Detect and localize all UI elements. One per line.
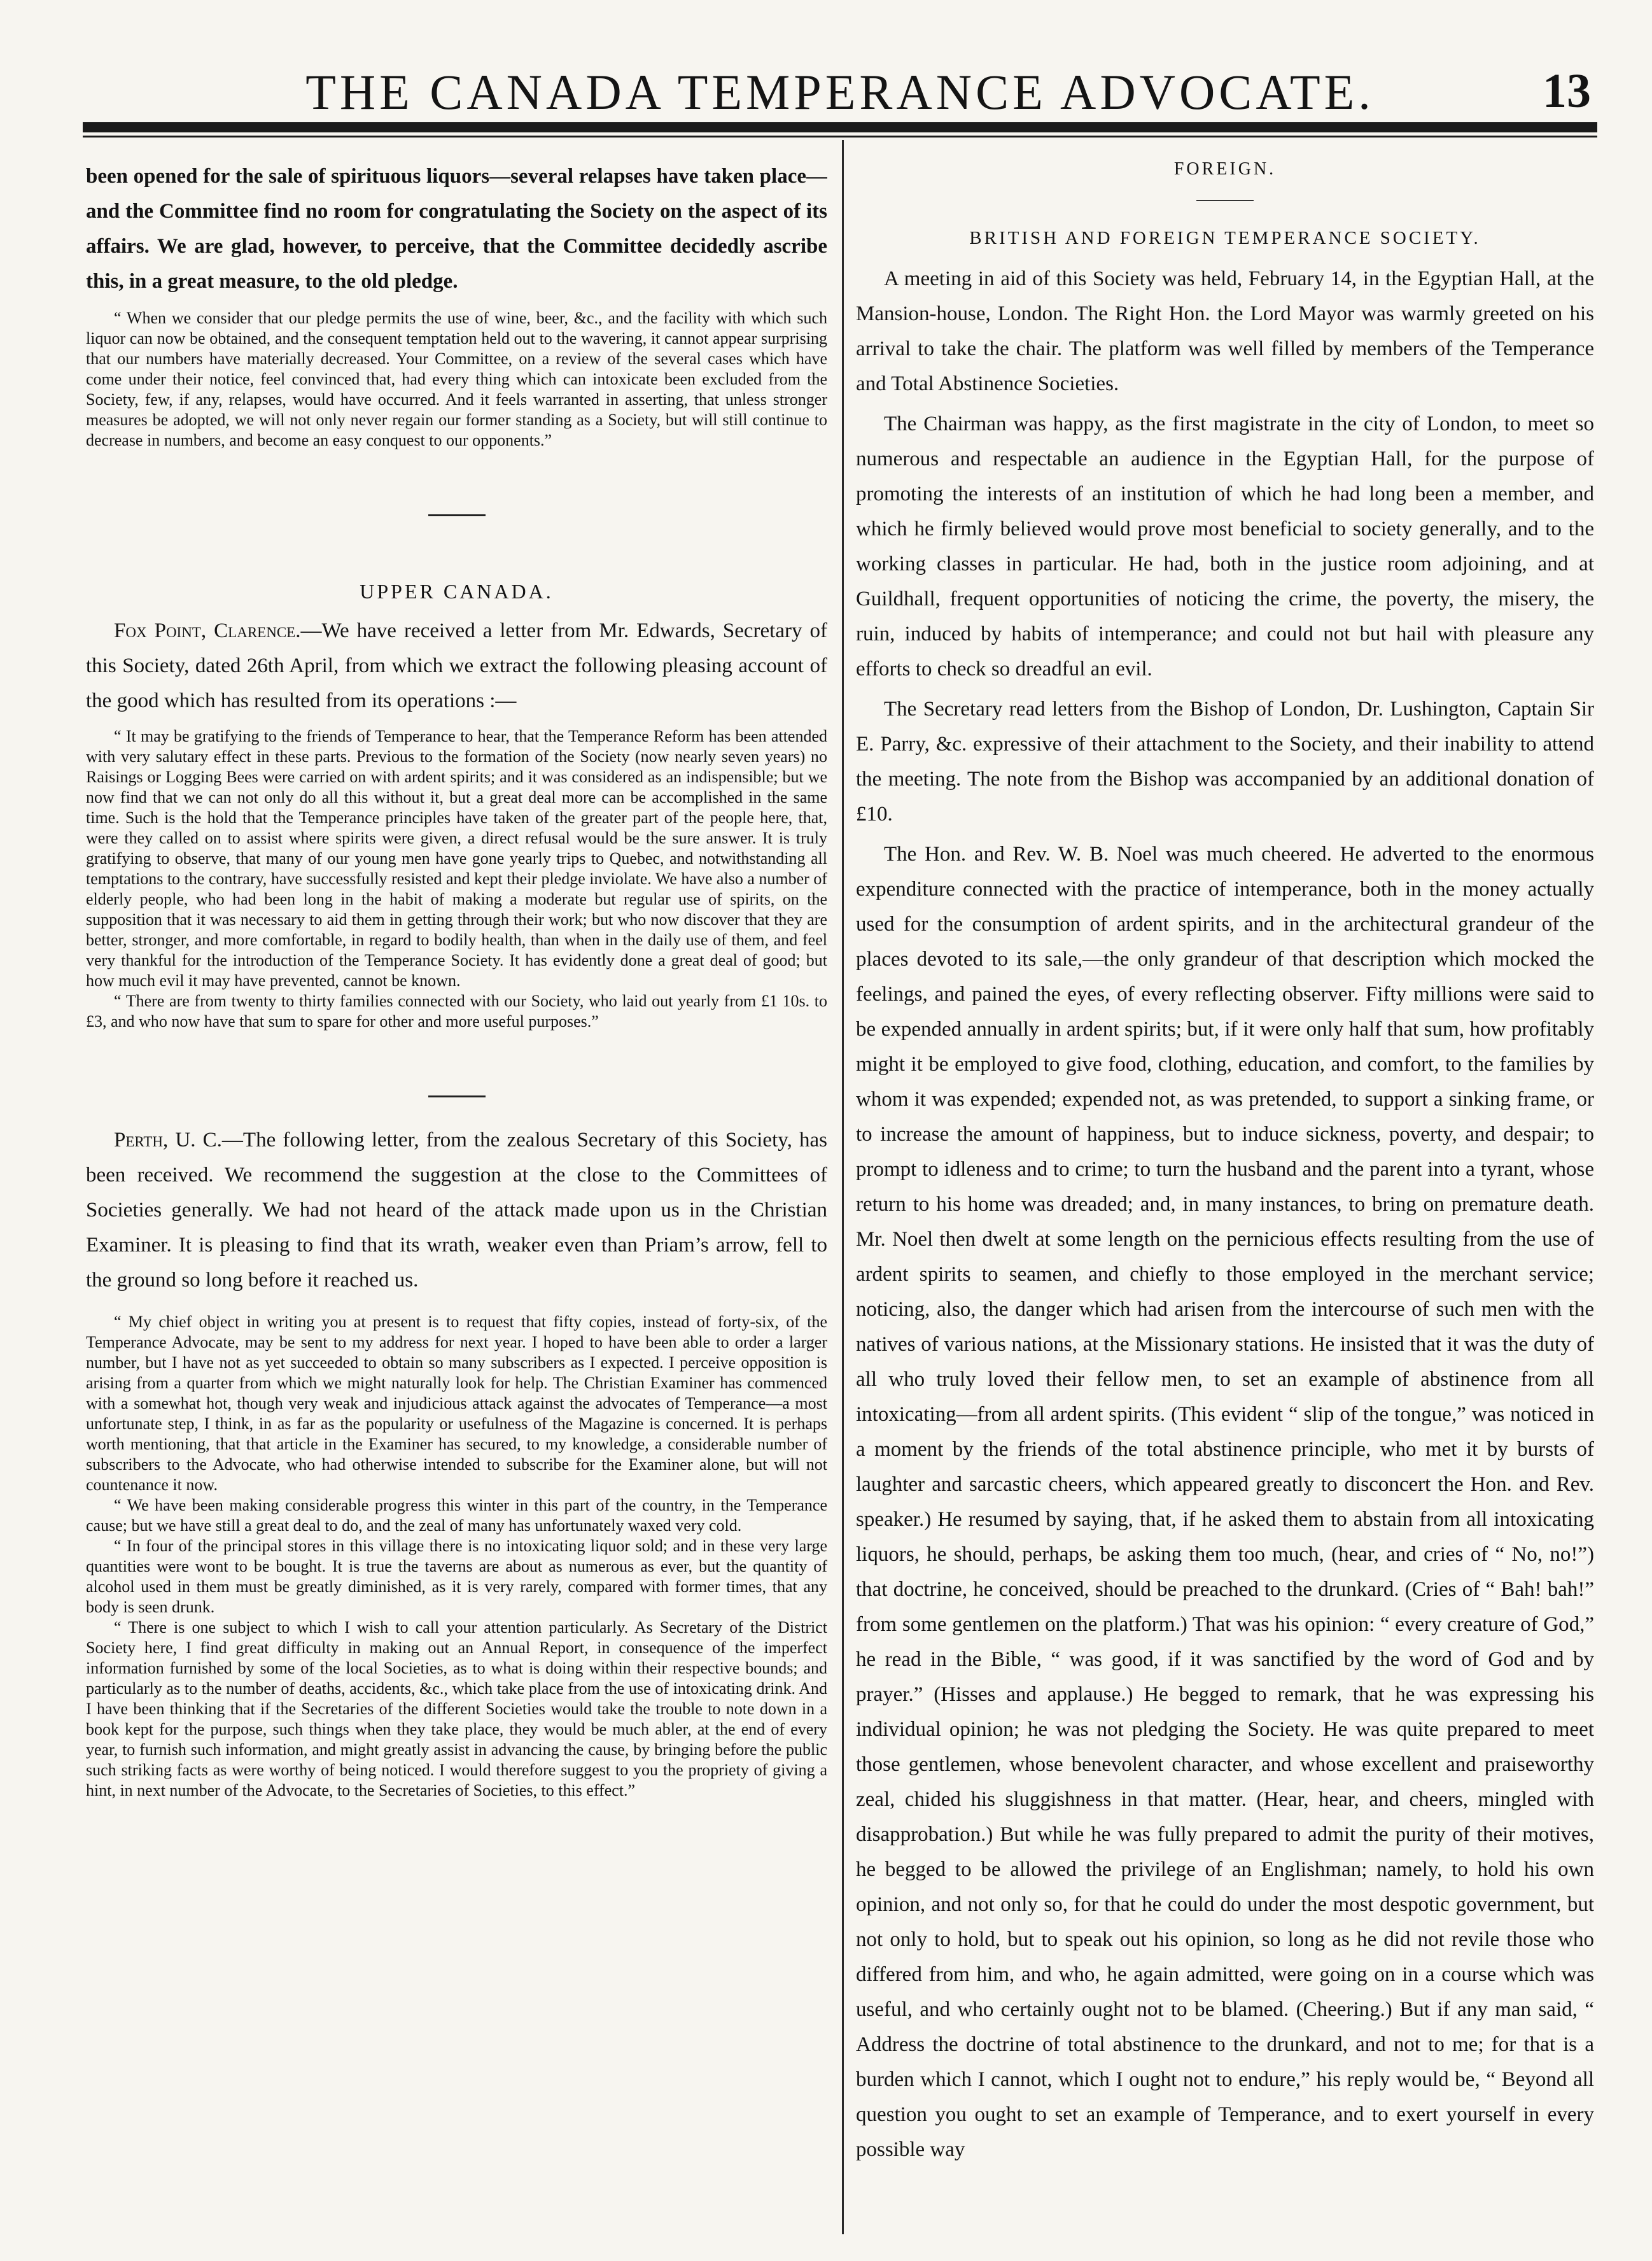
society-heading: BRITISH AND FOREIGN TEMPERANCE SOCIETY. [969, 228, 1481, 248]
continued-paragraph: been opened for the sale of spirituous liquors—several relapses have taken place—and the Committee find no room for congratulating the Society on the aspect of its affairs. We are glad, however, to perceive, that the Committee decidedly ascribe this, in a great measure, to the old pledge. [86, 165, 827, 293]
section-rule [1196, 200, 1254, 201]
perth-dateline: Perth, U. C. [114, 1129, 222, 1152]
chairman-paragraph: The Chairman was happy, as the first magistrate in the city of London, to meet so numerous and respectable an audience in the Egyptian Hall, for the purpose of promoting the interests of an institution of which he had long been a member, and which he firmly believed would prove most beneficial to society generally, and to the working classes in particular. He had, both in the justice room adjoining, and at Guildhall, frequent opportunities of noticing the crime, the poverty, the misery, the ruin, induced by habits of intemperance; and could not but hail with pleasure any efforts to check so dreadful an evil. [856, 412, 1594, 680]
perth-quote-3: “ In four of the principal stores in this village there is no intoxicating liquor sold; and in these very large quantities were wont to be bought. It is true the taverns are about as numerous as ever, but the quantity of alcohol used in them must be greatly diminished, as it is very rarely, compared with former times, that any body is seen drunk. [86, 1537, 827, 1616]
right-column [856, 159, 1594, 2241]
fox-point-paragraph [86, 614, 827, 719]
page-number: 13 [1543, 64, 1591, 118]
header-rule-thin [83, 136, 1597, 137]
section-rule [428, 514, 486, 516]
fox-point-text: —We have received a letter from Mr. Edwards, Secretary of this Society, dated 26th April, from which we extract the following pleasing account of the good which has resulted from its operations :— [86, 619, 827, 712]
fox-point-dateline: Fox Point, Clarence. [114, 619, 301, 642]
upper-canada-heading: UPPER CANADA. [360, 580, 554, 603]
masthead-title: THE CANADA TEMPERANCE ADVOCATE. [305, 64, 1375, 120]
header-rule-thick [83, 122, 1597, 132]
meeting-paragraph: A meeting in aid of this Society was held, February 14, in the Egyptian Hall, at the Mansion-house, London. The Right Hon. the Lord Mayor was warmly greeted on his arrival to take the chair. The platform was well filled by members of the Temperance and Total Abstinence Societies. [856, 267, 1594, 395]
perth-quote-2: “ We have been making considerable progress this winter in this part of the country, in the Temperance cause; but we have still a great deal to do, and the zeal of many has unfortunately waxed very cold. [86, 1496, 827, 1535]
foreign-heading: FOREIGN. [1173, 159, 1277, 179]
noel-paragraph: The Hon. and Rev. W. B. Noel was much cheered. He adverted to the enormous expenditure connected with the practice of intemperance, both in the money actually used for the consumption of ardent spirits, and in the architectural grandeur of the places devoted to its sale,—the only grandeur of that description which mocked the feelings, and pained the eyes, of every reflecting observer. Fifty millions were said to be expended annually in ardent spirits; but, if it were only half that sum, how profitably might it be employed to give food, clothing, education, and comfort, to the families by whom it was expended; expended not, as was pretended, to support a sinking frame, or to increase the amount of happiness, but to induce sickness, poverty, and despair; to prompt to idleness and to crime; to turn the husband and the parent into a tyrant, whose return to his home was dreaded; and, in many instances, to bring on premature death. Mr. Noel then dwelt at some length on the pernicious effects resulting from the use of ardent spirits to seamen, and chiefly to those employed in the merchant service; noticing, also, the danger which had arisen from the intercourse of such men with the natives of various nations, at the Missionary stations. He insisted that it was the duty of all who truly loved their fellow men, to set an example of abstinence from all intoxicating—from all ardent spirits. (This evident “ slip of the tongue,” was noticed in a moment by the friends of the total abstinence principle, who met it by bursts of laughter and sarcastic cheers, which appeared greatly to disconcert the Hon. and Rev. speaker.) He resumed by saying, that, if he asked them to abstain from all intoxicating liquors, he should, perhaps, be asking them too much, (hear, and cries of “ No, no!”) that doctrine, he conceived, should be preached to the drunkard. (Cries of “ Bah! bah!” from some gentlemen on the platform.) That was his opinion: “ every creature of God,” he read in the Bible, “ was good, if it was sanctified by the word of God and by prayer.” (Hisses and applause.) He begged to remark, that he was expressing his individual opinion; he was not pledging the Society. He was quite prepared to meet those gentlemen, whose benevolent character, and whose excellent and praiseworthy zeal, chided his sluggishness in that matter. (Hear, hear, and cheers, mingled with disapprobation.) But while he was fully prepared to admit the purity of their motives, he begged to be allowed the privilege of an Englishman; namely, to hold his own opinion, and not only so, for that he could do under the most despotic government, but not only to hold, but to speak out his opinion, so long as he did not revile those who differed from him, and who, he again admitted, were going on in a course which was useful, and who certainly ought not to be blamed. (Cheering.) But if any man said, “ Address the doctrine of total abstinence to the drunkard, and not to me; for that is a burden which I cannot, which I ought not to endure,” his reply would be, “ Beyond all question you ought to set an example of Temperance, and to exert yourself in every possible way [856, 843, 1594, 2161]
perth-quote-4: “ There is one subject to which I wish to call your attention particularly. As Secretary of the District Society here, I find great difficulty in making out an Annual Report, in consequence of the imperfect information furnished by some of the local Societies, as to what is doing within their respective bounds; and particularly as to the number of deaths, accidents, &c., which take place from the use of intoxicating drink. And I have been thinking that if the Secretaries of the different Societies would take the trouble to note down in a book kept for the purpose, such things when they take place, they would be much abler, at the end of every year, to furnish such information, and might greatly assist in advancing the cause, by bringing before the public such striking facts as were worthy of being noticed. I would therefore suggest to you the propriety of giving a hint, in next number of the Advocate, to the Secretaries of Societies, to this effect.” [86, 1618, 827, 1800]
section-rule [428, 1095, 486, 1097]
secretary-paragraph: The Secretary read letters from the Bishop of London, Dr. Lushington, Captain Sir E. Parry, &c. expressive of their attachment to the Society, and their inability to attend the meeting. The note from the Bishop was accompanied by an additional donation of £10. [856, 698, 1594, 826]
perth-quote-1: “ My chief object in writing you at present is to request that fifty copies, instead of forty-six, of the Temperance Advocate, may be sent to my address for next year. I hoped to have been able to order a larger number, but I have not as yet succeeded to obtain so many subscribers as I expected. I perceive opposition is arising from a quarter from which we might naturally look for help. The Christian Examiner has commenced with a somewhat hot, though very weak and injudicious attack against the advocates of Temperance—a most unfortunate step, I think, in as far as the popularity or usefulness of the Magazine is concerned. It is perhaps worth mentioning, that that article in the Examiner has secured, to my knowledge, a considerable number of subscribers to the Advocate, who had otherwise intended to subscribe for the Examiner alone, but will not countenance it now. [86, 1313, 827, 1494]
left-column [86, 159, 827, 2241]
committee-quote: “ When we consider that our pledge permits the use of wine, beer, &c., and the facility with which such liquor can now be obtained, and the consequent temptation held out to the wavering, it cannot appear surprising that our numbers have materially decreased. Your Committee, on a review of the several cases which have come under their notice, feel convinced that, had every thing which can intoxicate been excluded from the Society, few, if any, relapses, would have occurred. And it feels warranted in asserting, that unless stronger measures be adopted, we will not only never regain our former standing as a Society, but will still continue to decrease in numbers, and become an easy conquest to our opponents.” [86, 309, 827, 449]
fox-point-quote-1: “ It may be gratifying to the friends of Temperance to hear, that the Temperance Reform has been attended with very salutary effect in these parts. Previous to the formation of the Society (now nearly seven years) no Raisings or Logging Bees were carried on with ardent spirits; and it was considered as an indispensible; but we now find that we can not only do all this without it, but a great deal more can be accomplished in the same time. Such is the hold that the Temperance principles have taken of the greater part of the people here, that, were they called on to assist where spirits were given, a direct refusal would be the sure answer. It is truly gratifying to observe, that many of our young men have gone yearly trips to Quebec, and notwithstanding all temptations to the contrary, have successfully resisted and kept their pledge inviolate. We have also a number of elderly people, who had been long in the habit of making a moderate but regular use of spirits, on the supposition that it was necessary to aid them in getting through their work; but who now discover that they are better, stronger, and more comfortable, in regard to bodily health, than when in the daily use of them, and feel very thankful for the introduction of the Temperance Society. It has evidently done a great deal of good; but how much evil it may have prevented, cannot be known. [86, 727, 827, 990]
perth-text: —The following letter, from the zealous Secretary of this Society, has been received. We recommend the suggestion at the close to the Committees of Societies generally. We had not heard of the attack made upon us in the Christian Examiner. It is pleasing to find that its wrath, weaker even than Priam’s arrow, fell to the ground so long before it reached us. [86, 1129, 827, 1292]
fox-point-quote-2: “ There are from twenty to thirty families connected with our Society, who laid out yearly from £1 10s. to £3, and who now have that sum to spare for other and more useful purposes.” [86, 992, 827, 1031]
perth-paragraph [86, 1123, 827, 1298]
column-divider [842, 140, 844, 2234]
